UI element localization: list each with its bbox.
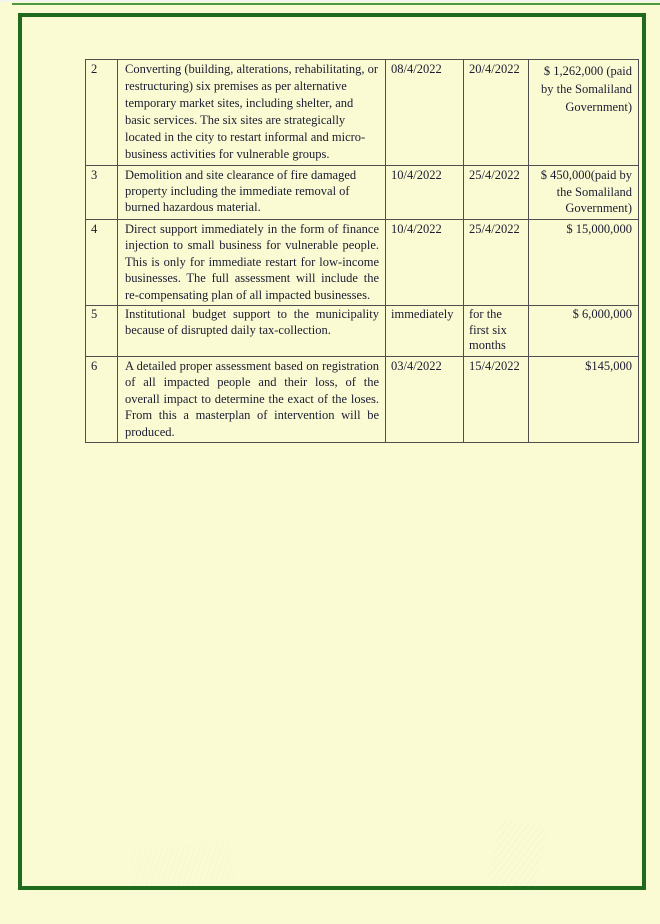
row-number-cell: 2 bbox=[86, 60, 118, 166]
end-date-cell: 25/4/2022 bbox=[464, 219, 529, 306]
start-date-cell: 08/4/2022 bbox=[386, 60, 464, 166]
scan-edge-strip bbox=[0, 0, 660, 2]
cost-cell: $ 15,000,000 bbox=[529, 219, 639, 306]
activity-description-cell: A detailed proper assessment based on registration of all impacted people and their loss, of the overall impact to determine the exact of the loses. From this a masterplan of intervention will be produced. bbox=[118, 356, 386, 443]
row-number-cell: 6 bbox=[86, 356, 118, 443]
cost-breakdown-table bbox=[85, 59, 639, 443]
start-date-cell: 10/4/2022 bbox=[386, 166, 464, 220]
table-row bbox=[86, 166, 639, 220]
activity-description-cell: Converting (building, alterations, rehabilitating, or restructuring) six premises as per alternative temporary market sites, including shelter, and basic services. The six sites are strategically located in the city to restart informal and micro-business activities for vulnerable groups. bbox=[118, 60, 386, 166]
start-date-cell: immediately bbox=[386, 306, 464, 357]
table-row bbox=[86, 356, 639, 443]
start-date-cell: 10/4/2022 bbox=[386, 219, 464, 306]
end-date-cell: for the first six months bbox=[464, 306, 529, 357]
table-row bbox=[86, 219, 639, 306]
table-row bbox=[86, 60, 639, 166]
row-number-cell: 4 bbox=[86, 219, 118, 306]
cost-cell: $145,000 bbox=[529, 356, 639, 443]
cost-cell: $ 1,262,000 (paid by the Somaliland Government) bbox=[529, 60, 639, 166]
end-date-cell: 15/4/2022 bbox=[464, 356, 529, 443]
activity-description-cell: Demolition and site clearance of fire damaged property including the immediate removal of burned hazardous material. bbox=[118, 166, 386, 220]
start-date-cell: 03/4/2022 bbox=[386, 356, 464, 443]
cost-cell: $ 6,000,000 bbox=[529, 306, 639, 357]
table-row bbox=[86, 306, 639, 357]
cost-cell: $ 450,000(paid by the Somaliland Government) bbox=[529, 166, 639, 220]
end-date-cell: 20/4/2022 bbox=[464, 60, 529, 166]
activity-description-cell: Direct support immediately in the form of finance injection to small business for vulnerable people. This is only for immediate restart for low-income businesses. The full assessment will include the re-compensating plan of all impacted businesses. bbox=[118, 219, 386, 306]
activity-description-cell: Institutional budget support to the municipality because of disrupted daily tax-collection. bbox=[118, 306, 386, 357]
outer-border-line bbox=[12, 3, 660, 5]
end-date-cell: 25/4/2022 bbox=[464, 166, 529, 220]
row-number-cell: 3 bbox=[86, 166, 118, 220]
row-number-cell: 5 bbox=[86, 306, 118, 357]
